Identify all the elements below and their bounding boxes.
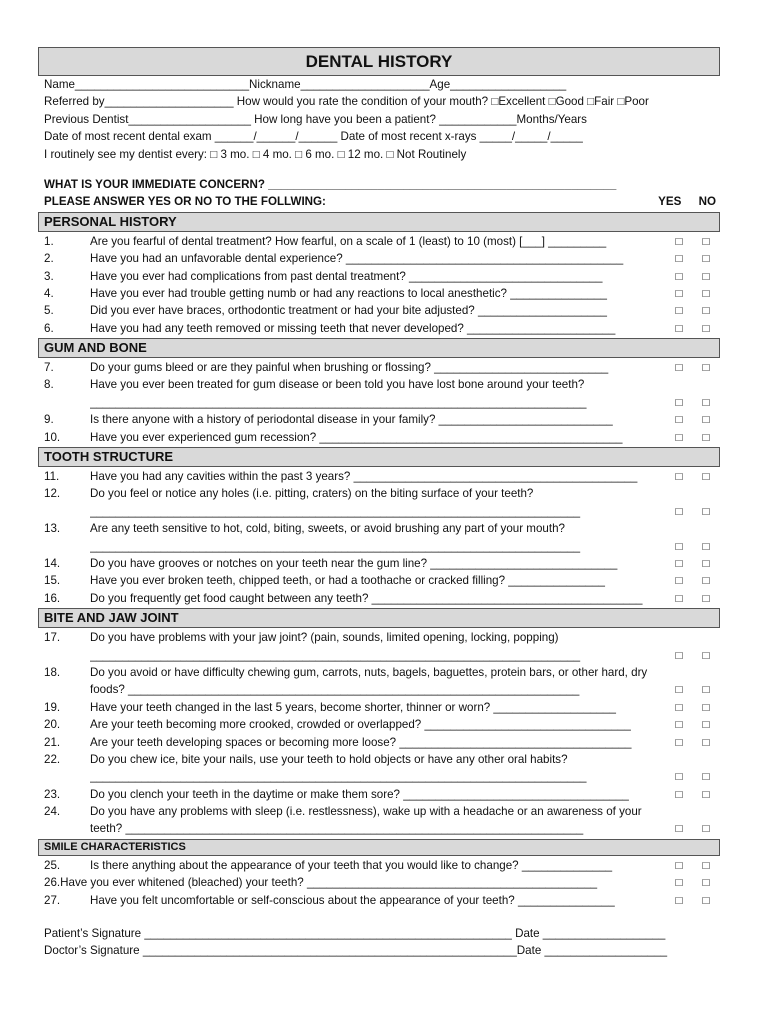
question-text: Are your teeth becoming more crooked, crowded or overlapped? ________________________________ (90, 718, 631, 732)
question-number: 21. (44, 735, 61, 749)
question-row (38, 250, 720, 267)
no-checkbox[interactable]: □ (702, 700, 710, 714)
no-checkbox[interactable]: □ (702, 304, 710, 318)
section-heading: BITE AND JAW JOINT (38, 608, 720, 628)
question-text: Have you ever had complications from past dental treatment? ______________________________ (90, 269, 603, 283)
question-text: Do you have grooves or notches on your teeth near the gum line? _____________________________ (90, 556, 618, 570)
question-continuation (38, 820, 720, 837)
yes-checkbox[interactable]: □ (675, 893, 683, 907)
question-row (38, 233, 720, 250)
answer-line[interactable]: ____________________________________________________________________________ (90, 648, 581, 662)
instruction-text: PLEASE ANSWER YES OR NO TO THE FOLLWING: (44, 195, 326, 209)
question-row (38, 485, 720, 502)
no-checkbox[interactable]: □ (702, 413, 710, 427)
question-number: 2. (44, 252, 54, 266)
question-row (38, 468, 720, 485)
answer-line[interactable]: foods? ______________________________________________________________________ (90, 683, 580, 697)
question-text: Are any teeth sensitive to hot, cold, biting, sweets, or avoid brushing any part of your mouth? (90, 522, 565, 536)
question-number: 14. (44, 556, 61, 570)
question-text: Have you ever whitened (bleached) your teeth? _____________________________________________ (60, 876, 598, 890)
question-text: Do you clench your teeth in the daytime or make them sore? ___________________________________ (90, 787, 629, 801)
section-heading: GUM AND BONE (38, 338, 720, 358)
question-row (38, 751, 720, 768)
question-row (38, 786, 720, 803)
question-text: Have you had any teeth removed or missing teeth that never developed? _______________________ (90, 321, 616, 335)
question-number: 24. (44, 805, 61, 819)
section-heading: TOOTH STRUCTURE (38, 447, 720, 467)
question-number: 4. (44, 286, 54, 300)
question-text: Do you feel or notice any holes (i.e. pitting, craters) on the biting surface of your teeth? (90, 487, 534, 501)
header-line[interactable]: I routinely see my dentist every: □ 3 mo. □ 4 mo. □ 6 mo. □ 12 mo. □ Not Routinely (44, 147, 467, 161)
question-text: Have your teeth changed in the last 5 years, become shorter, thinner or worn? ___________________ (90, 700, 616, 714)
question-number: 22. (44, 752, 61, 766)
yes-checkbox[interactable]: □ (675, 556, 683, 570)
yes-checkbox[interactable]: □ (675, 718, 683, 732)
question-text: Have you had any cavities within the past 3 years? ____________________________________________ (90, 470, 638, 484)
answer-line[interactable]: _____________________________________________________________________________ (90, 395, 587, 409)
instruction-row (38, 193, 720, 210)
yes-checkbox[interactable]: □ (675, 648, 683, 662)
answer-line[interactable]: ____________________________________________________________________________ (90, 504, 581, 518)
signature-block (38, 925, 720, 960)
yes-checkbox[interactable]: □ (675, 504, 683, 518)
question-row (38, 892, 720, 909)
question-number: 27. (44, 893, 61, 907)
yes-checkbox[interactable]: □ (675, 361, 683, 375)
no-checkbox[interactable]: □ (702, 430, 710, 444)
yes-checkbox[interactable]: □ (675, 787, 683, 801)
no-checkbox[interactable]: □ (702, 858, 710, 872)
question-number: 19. (44, 700, 61, 714)
yes-checkbox[interactable]: □ (675, 234, 683, 248)
question-row (38, 716, 720, 733)
immediate-concern-line[interactable]: WHAT IS YOUR IMMEDIATE CONCERN? ______________________________________________________ (44, 177, 617, 191)
yes-checkbox[interactable]: □ (675, 539, 683, 553)
question-row (38, 590, 720, 607)
no-checkbox[interactable]: □ (702, 539, 710, 553)
question-text: Have you felt uncomfortable or self-conscious about the appearance of your teeth? _______________ (90, 893, 615, 907)
yes-checkbox[interactable]: □ (675, 591, 683, 605)
no-checkbox[interactable]: □ (702, 321, 710, 335)
question-row (38, 803, 720, 820)
question-row (38, 320, 720, 337)
answer-line[interactable]: teeth? _______________________________________________________________________ (90, 822, 584, 836)
yes-checkbox[interactable]: □ (675, 413, 683, 427)
question-row (38, 629, 720, 646)
question-text: Is there anyone with a history of periodontal disease in your family? ___________________________ (90, 413, 613, 427)
question-number: 8. (44, 378, 54, 392)
yes-checkbox[interactable]: □ (675, 858, 683, 872)
question-text: Do you avoid or have difficulty chewing gum, carrots, nuts, bagels, baguettes, protein bars, or other hard, dry (90, 665, 648, 679)
question-row (38, 555, 720, 572)
question-number: 12. (44, 487, 61, 501)
question-number: 20. (44, 718, 61, 732)
header-line[interactable]: Referred by____________________ How would you rate the condition of your mouth? □Excellent □Good □Fair □Poor (44, 95, 649, 109)
question-number: 5. (44, 304, 54, 318)
question-text: Do you frequently get food caught between any teeth? __________________________________________ (90, 591, 643, 605)
question-row (38, 302, 720, 319)
no-checkbox[interactable]: □ (702, 787, 710, 801)
dental-history-form (38, 47, 720, 960)
question-number: 10. (44, 430, 61, 444)
question-number: 16. (44, 591, 61, 605)
question-sections (38, 212, 720, 909)
question-text: Have you ever been treated for gum disease or been told you have lost bone around your teeth? (90, 378, 585, 392)
header-line[interactable]: Name___________________________Nickname____________________Age__________________ (44, 78, 567, 91)
no-checkbox[interactable]: □ (702, 648, 710, 662)
question-row (38, 857, 720, 874)
question-continuation (38, 681, 720, 698)
yes-checkbox[interactable]: □ (675, 683, 683, 697)
yes-header: YES (658, 195, 682, 209)
question-row (38, 359, 720, 376)
yes-checkbox[interactable]: □ (675, 430, 683, 444)
no-checkbox[interactable]: □ (702, 735, 710, 749)
no-checkbox[interactable]: □ (702, 574, 710, 588)
header-line[interactable]: Date of most recent dental exam ______/______/______ Date of most recent x-rays _____/_____/_____ (44, 130, 583, 144)
question-continuation (38, 768, 720, 785)
yes-checkbox[interactable]: □ (675, 822, 683, 836)
section-heading: SMILE CHARACTERISTICS (38, 839, 720, 856)
question-row (38, 520, 720, 537)
yes-checkbox[interactable]: □ (675, 876, 683, 890)
question-number: 15. (44, 574, 61, 588)
doctor-signature-line[interactable]: Doctor’s Signature __________________________________________________________Date ___________________ (44, 944, 668, 958)
question-continuation (38, 503, 720, 520)
question-row (38, 874, 720, 891)
no-checkbox[interactable]: □ (702, 876, 710, 890)
question-row (38, 268, 720, 285)
no-checkbox[interactable]: □ (702, 234, 710, 248)
no-checkbox[interactable]: □ (702, 361, 710, 375)
question-row (38, 411, 720, 428)
form-title: DENTAL HISTORY (38, 47, 720, 76)
yes-checkbox[interactable]: □ (675, 269, 683, 283)
question-text: Are your teeth developing spaces or becoming more loose? ____________________________________ (90, 735, 632, 749)
question-row (38, 285, 720, 302)
question-text: Have you had an unfavorable dental experience? ___________________________________________ (90, 252, 624, 266)
no-checkbox[interactable]: □ (702, 683, 710, 697)
question-text: Have you ever experienced gum recession? _______________________________________________ (90, 430, 623, 444)
no-checkbox[interactable]: □ (702, 470, 710, 484)
no-checkbox[interactable]: □ (702, 822, 710, 836)
question-number: 3. (44, 269, 54, 283)
answer-line[interactable]: _____________________________________________________________________________ (90, 770, 587, 784)
question-continuation (38, 538, 720, 555)
question-continuation (38, 394, 720, 411)
question-row (38, 572, 720, 589)
question-text: Did you ever have braces, orthodontic treatment or had your bite adjusted? ____________________ (90, 304, 607, 318)
yes-checkbox[interactable]: □ (675, 252, 683, 266)
question-row (38, 429, 720, 446)
no-checkbox[interactable]: □ (702, 591, 710, 605)
yes-checkbox[interactable]: □ (675, 700, 683, 714)
no-header: NO (698, 195, 716, 209)
patient-signature-line[interactable]: Patient’s Signature _________________________________________________________ Date ___________________ (44, 927, 666, 941)
question-text: Are you fearful of dental treatment? How fearful, on a scale of 1 (least) to 10 (most) [___] _________ (90, 234, 607, 248)
yes-checkbox[interactable]: □ (675, 574, 683, 588)
question-number: 23. (44, 787, 61, 801)
question-row (38, 699, 720, 716)
question-number: 13. (44, 522, 61, 536)
question-text: Do your gums bleed or are they painful when brushing or flossing? ___________________________ (90, 361, 609, 375)
yes-checkbox[interactable]: □ (675, 321, 683, 335)
no-checkbox[interactable]: □ (702, 893, 710, 907)
no-checkbox[interactable]: □ (702, 252, 710, 266)
question-number: 18. (44, 665, 61, 679)
yes-checkbox[interactable]: □ (675, 286, 683, 300)
question-number: 7. (44, 361, 54, 375)
question-row (38, 376, 720, 393)
question-text: Is there anything about the appearance of your teeth that you would like to change? ______________ (90, 858, 613, 872)
no-checkbox[interactable]: □ (702, 269, 710, 283)
no-checkbox[interactable]: □ (702, 286, 710, 300)
patient-info (38, 76, 720, 163)
question-text: Do you have any problems with sleep (i.e. restlessness), wake up with a headache or an awareness of your (90, 805, 642, 819)
question-number: 26. (44, 876, 61, 890)
question-row (38, 734, 720, 751)
header-line[interactable]: Previous Dentist___________________ How long have you been a patient? ____________Months/Years (44, 112, 587, 126)
no-checkbox[interactable]: □ (702, 504, 710, 518)
question-text: Have you ever had trouble getting numb or had any reactions to local anesthetic? _______________ (90, 286, 607, 300)
question-number: 6. (44, 321, 54, 335)
question-row (38, 664, 720, 681)
question-number: 1. (44, 234, 54, 248)
yes-checkbox[interactable]: □ (675, 304, 683, 318)
question-number: 17. (44, 631, 61, 645)
section-heading: PERSONAL HISTORY (38, 212, 720, 232)
yes-checkbox[interactable]: □ (675, 770, 683, 784)
no-checkbox[interactable]: □ (702, 556, 710, 570)
no-checkbox[interactable]: □ (702, 770, 710, 784)
question-continuation (38, 647, 720, 664)
yes-checkbox[interactable]: □ (675, 735, 683, 749)
question-number: 25. (44, 858, 61, 872)
no-checkbox[interactable]: □ (702, 718, 710, 732)
question-text: Have you ever broken teeth, chipped teeth, or had a toothache or cracked filling? _______________ (90, 574, 605, 588)
question-number: 11. (44, 470, 60, 484)
no-checkbox[interactable]: □ (702, 395, 710, 409)
yes-checkbox[interactable]: □ (675, 470, 683, 484)
question-text: Do you have problems with your jaw joint? (pain, sounds, limited opening, locking, popping) (90, 631, 559, 645)
yes-checkbox[interactable]: □ (675, 395, 683, 409)
answer-line[interactable]: ____________________________________________________________________________ (90, 539, 581, 553)
question-text: Do you chew ice, bite your nails, use your teeth to hold objects or have any other oral habits? (90, 752, 568, 766)
question-number: 9. (44, 413, 54, 427)
